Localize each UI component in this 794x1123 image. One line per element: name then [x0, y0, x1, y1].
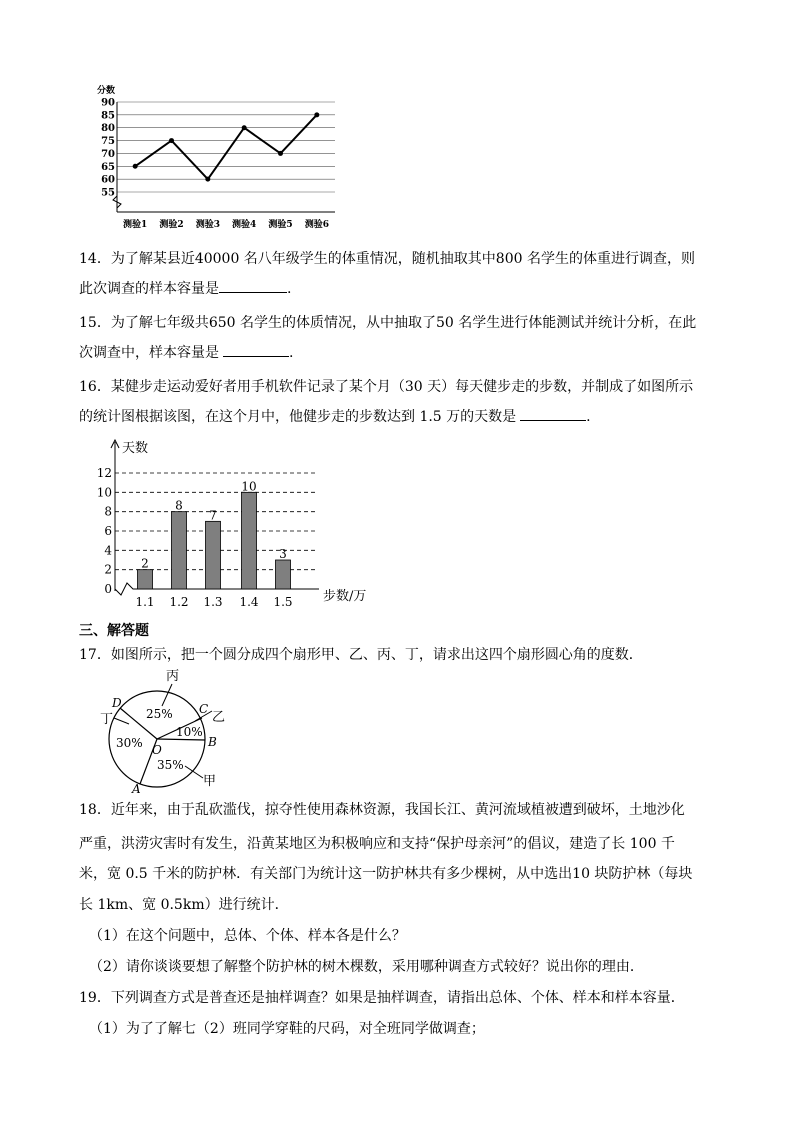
question-17-line1: 17．如图所示，把一个圆分成四个扇形甲、乙、丙、丁，请求出这四个扇形圆心角的度数．	[79, 647, 643, 663]
x-tick-label: 测验6	[304, 220, 329, 230]
question-18-line4: 长 1km、宽 0.5km）进行统计．	[79, 897, 289, 913]
data-point	[169, 138, 174, 143]
question-16-period: .	[586, 409, 591, 425]
y-tick-label: 8	[104, 504, 112, 519]
y-tick-label: 55	[101, 187, 115, 199]
point-C: C	[199, 702, 209, 716]
x-tick-label: 1.3	[203, 595, 223, 609]
data-label: 2	[141, 556, 149, 571]
answer-blank-15[interactable]	[223, 342, 289, 357]
x-tick-label: 1.2	[169, 595, 189, 609]
data-label: 8	[175, 498, 183, 513]
answer-blank-16[interactable]	[520, 406, 586, 421]
y-tick-label: 80	[101, 123, 115, 135]
question-15-line1: 15．为了解七年级共650 名学生的体质情况，从中抽取了50 名学生进行体能测试并统计分析，在此	[79, 315, 697, 331]
x-tick-label: 1.1	[135, 595, 155, 609]
y-tick-label: 85	[101, 110, 115, 122]
slice-name-yi: 乙	[212, 710, 226, 725]
question-15-line2	[79, 342, 293, 362]
question-19-line1: 19．下列调查方式是普查还是抽样调查？如果是抽样调查，请指出总体、个体、样本和样本容量．	[79, 990, 685, 1006]
question-16-line2	[79, 406, 591, 426]
data-point	[314, 112, 319, 117]
point-D: D	[112, 696, 122, 710]
x-tick-label: 测验5	[268, 220, 293, 230]
data-label: 10	[241, 479, 257, 494]
y-tick-label: 60	[101, 174, 115, 186]
y-tick-label: 65	[101, 161, 115, 173]
x-tick-label: 测验3	[195, 220, 220, 230]
bar	[276, 560, 291, 589]
question-16-line1: 16．某健步走运动爱好者用手机软件记录了某个月（30 天）每天健步走的步数，并制成了如图所示	[79, 379, 694, 395]
x-tick-label: 1.5	[273, 595, 293, 609]
section-title: 三、解答题	[79, 623, 149, 639]
bar-chart-steps	[95, 436, 375, 614]
y-tick-label: 10	[96, 485, 112, 500]
question-15-text: 次调查中，样本容量是	[79, 345, 219, 361]
x-tick-label: 测验1	[123, 220, 148, 230]
pie-figure	[100, 666, 230, 796]
x-tick-label: 测验2	[159, 220, 184, 230]
point-A: A	[132, 782, 141, 796]
question-18-line3: 米，宽 0.5 千米的防护林．有关部门为统计这一防护林共有多少棵树，从中选出10 块防护林（每块	[79, 866, 693, 882]
bar	[172, 512, 187, 589]
slice-label-yi: 10%	[176, 725, 203, 739]
x-axis-title: 步数/万	[323, 589, 367, 604]
data-point	[278, 151, 283, 156]
bar	[242, 492, 257, 589]
question-14-line2	[79, 278, 291, 298]
y-axis-title: 分数	[97, 86, 116, 96]
y-axis-title: 天数	[122, 441, 149, 456]
data-label: 3	[279, 547, 287, 561]
data-point	[205, 177, 210, 182]
data-point	[242, 125, 247, 130]
question-16-text: 的统计图根据该图，在这个月中，他健步走的步数达到 1.5 万的天数是	[79, 409, 517, 425]
question-14-period: .	[287, 281, 292, 297]
data-point	[133, 164, 138, 169]
slice-name-ding: 丁	[100, 712, 114, 727]
point-O: O	[152, 743, 162, 757]
slice-label-bing: 25%	[146, 707, 173, 721]
data-label: 7	[209, 508, 217, 523]
point-B: B	[208, 735, 217, 749]
slice-name-jia: 甲	[203, 774, 217, 789]
question-14-text: 此次调查的样本容量是	[79, 281, 219, 297]
y-tick-label: 75	[101, 136, 115, 148]
slice-label-ding: 30%	[116, 736, 143, 750]
x-tick-label: 测验4	[232, 220, 257, 230]
y-tick-label: 0	[104, 582, 112, 596]
slice-name-bing: 丙	[166, 669, 180, 684]
series-line	[135, 115, 317, 179]
y-tick-label: 2	[104, 562, 112, 577]
question-19-sub1: （1）为了了解七（2）班同学穿鞋的尺码，对全班同学做调查；	[89, 1021, 485, 1037]
answer-blank-14[interactable]	[219, 278, 287, 293]
line-chart-scores	[95, 82, 345, 232]
x-tick-label: 1.4	[239, 595, 259, 609]
bar	[138, 570, 153, 589]
question-15-period: .	[289, 345, 294, 361]
question-18-line2: 严重，洪涝灾害时有发生，沿黄某地区为积极响应和支持“保护母亲河”的倡议，建造了长 100 千	[79, 836, 675, 852]
bar	[206, 521, 221, 589]
slice-label-jia: 35%	[157, 758, 184, 772]
question-18-sub1: （1）在这个问题中，总体、个体、样本各是什么？	[89, 928, 406, 944]
radius-OB	[157, 739, 205, 740]
question-18-sub2: （2）请你谈谈要想了解整个防护林的树木棵数，采用哪种调查方式较好？说出你的理由．	[89, 959, 644, 975]
question-18-line1: 18．近年来，由于乱砍滥伐，掠夺性使用森林资源，我国长江、黄河流域植被遭到破坏，土地沙化	[79, 802, 685, 818]
question-14-line1: 14．为了解某县近40000 名八年级学生的体重情况，随机抽取其中800 名学生的体重进行调查，则	[79, 251, 695, 267]
y-tick-label: 90	[101, 97, 115, 109]
y-tick-label: 70	[101, 148, 115, 160]
y-tick-label: 6	[104, 524, 112, 538]
y-tick-label: 12	[96, 466, 112, 480]
y-tick-label: 4	[104, 543, 112, 558]
